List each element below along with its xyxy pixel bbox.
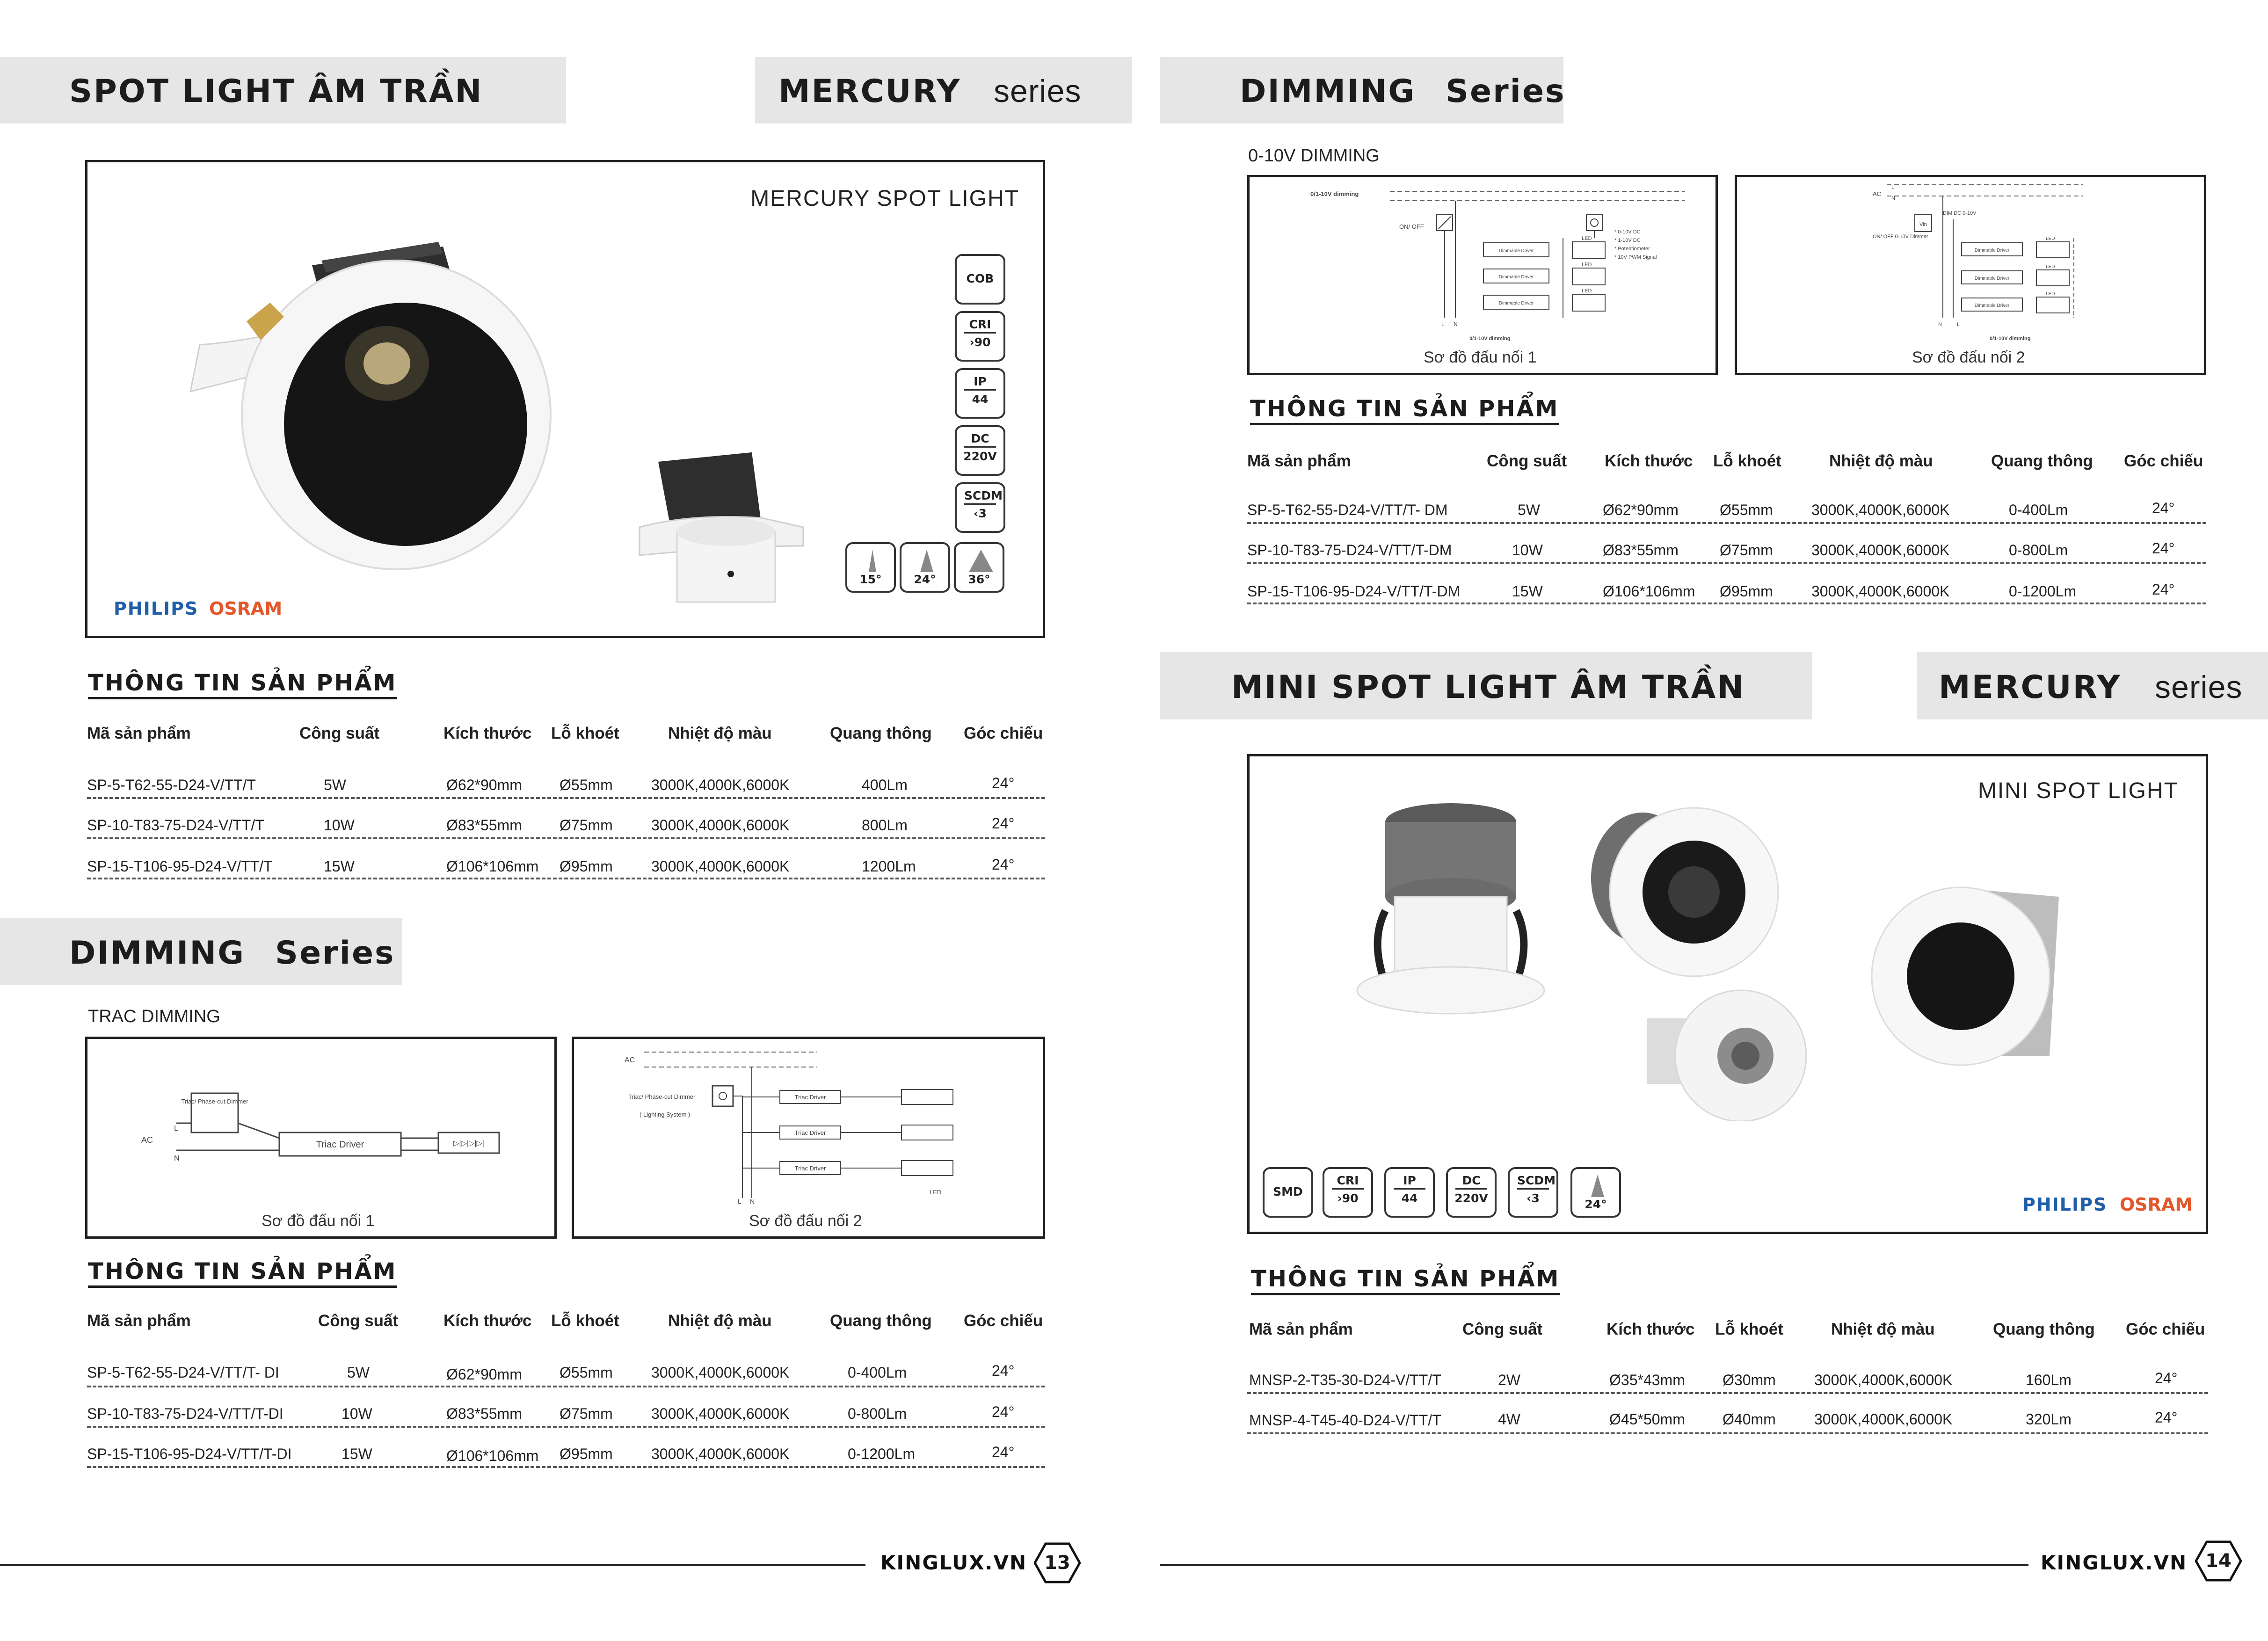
svg-text:L: L bbox=[174, 1125, 178, 1133]
svg-text:Triac/ Phase-cut Dimmer: Triac/ Phase-cut Dimmer bbox=[628, 1093, 696, 1100]
footer-rule bbox=[1160, 1564, 2028, 1566]
diagram-caption: Sơ đồ đấu nối 2 bbox=[1912, 349, 2025, 366]
col-header: Lỗ khoét bbox=[1713, 452, 1781, 470]
col-header: Mã sản phẩm bbox=[1247, 452, 1351, 470]
svg-text:Dimmable Driver: Dimmable Driver bbox=[1974, 276, 2010, 281]
table-cell: 0-1200Lm bbox=[2009, 583, 2077, 600]
beam-angle-24: 24° bbox=[1570, 1167, 1621, 1218]
svg-text:L: L bbox=[1957, 322, 1960, 327]
table-cell: 24° bbox=[2152, 581, 2175, 598]
svg-text:0/1-10V dimming: 0/1-10V dimming bbox=[1310, 190, 1359, 197]
table-cell: Ø55mm bbox=[560, 777, 613, 793]
svg-text:Dimmable Driver: Dimmable Driver bbox=[1974, 248, 2010, 253]
table-cell: Ø95mm bbox=[1720, 583, 1773, 600]
wiring-diagram-0-10v-2 bbox=[1735, 175, 2206, 375]
table-cell: 24° bbox=[2155, 1409, 2178, 1426]
svg-text:LED: LED bbox=[2046, 236, 2055, 241]
svg-text:Dimmable Driver: Dimmable Driver bbox=[1498, 275, 1534, 280]
col-header: Góc chiếu bbox=[2124, 452, 2203, 470]
table-cell: Ø106*106mm bbox=[1603, 583, 1695, 600]
svg-text:* Potentiometer: * Potentiometer bbox=[1614, 246, 1650, 252]
table-cell: 24° bbox=[992, 856, 1015, 873]
frame-title: MINI SPOT LIGHT bbox=[1977, 778, 2179, 803]
table-cell: 15W bbox=[342, 1445, 372, 1462]
table-cell: 24° bbox=[2155, 1370, 2178, 1387]
page-number: 13 bbox=[1034, 1542, 1081, 1584]
table-cell: 400Lm bbox=[862, 777, 908, 793]
row-divider bbox=[87, 1466, 1045, 1468]
table-cell: 5W bbox=[324, 777, 346, 793]
table-cell: 0-1200Lm bbox=[848, 1445, 916, 1462]
footer-website[interactable]: KINGLUX.VN bbox=[880, 1551, 1027, 1574]
table-cell: 24° bbox=[992, 1403, 1015, 1420]
row-divider bbox=[87, 1426, 1045, 1428]
svg-text:DIM DC 0-10V: DIM DC 0-10V bbox=[1943, 211, 1977, 216]
banner-dimming-right bbox=[1160, 57, 1566, 123]
table-cell: 4W bbox=[1498, 1411, 1520, 1428]
series-suffix: series bbox=[2155, 669, 2243, 705]
table-cell: 3000K,4000K,6000K bbox=[1811, 501, 1950, 518]
col-header: Công suất bbox=[1462, 1320, 1543, 1338]
table-cell: 320Lm bbox=[2026, 1411, 2072, 1428]
product-info-title: THÔNG TIN SẢN PHẨM bbox=[88, 1258, 397, 1288]
table-cell: 1200Lm bbox=[862, 858, 916, 875]
table-cell: Ø75mm bbox=[1720, 542, 1773, 559]
row-divider bbox=[87, 1386, 1045, 1387]
row-divider bbox=[1247, 603, 2206, 604]
svg-text:Vin: Vin bbox=[1919, 222, 1927, 227]
table-cell: 15W bbox=[1512, 583, 1543, 600]
table-cell: 15W bbox=[324, 858, 355, 875]
wiring-diagram-0-10v-1 bbox=[1247, 175, 1718, 375]
svg-text:L: L bbox=[1891, 184, 1895, 190]
table-cell: 10W bbox=[342, 1405, 372, 1422]
mini-spot-light-image bbox=[1343, 784, 2138, 1121]
col-header: Quang thông bbox=[1993, 1320, 2095, 1338]
col-header: Nhiệt độ màu bbox=[1829, 452, 1933, 470]
series-name: MERCURY bbox=[1939, 669, 2122, 706]
svg-text:N: N bbox=[1454, 321, 1458, 327]
svg-text:Triac Driver: Triac Driver bbox=[316, 1140, 364, 1150]
brand-philips: PHILIPS bbox=[2022, 1194, 2108, 1215]
table-cell: Ø40mm bbox=[1723, 1411, 1776, 1428]
page-number: 14 bbox=[2195, 1540, 2242, 1582]
table-cell: 3000K,4000K,6000K bbox=[651, 1405, 790, 1422]
col-header: Nhiệt độ màu bbox=[1831, 1320, 1935, 1338]
row-divider bbox=[1247, 1392, 2208, 1394]
dimming-series: Series bbox=[1446, 73, 1566, 110]
row-divider bbox=[87, 797, 1045, 799]
beam-angle-24: 24° bbox=[900, 542, 950, 593]
svg-text:Triac Driver: Triac Driver bbox=[794, 1129, 826, 1136]
svg-text:L: L bbox=[1441, 321, 1445, 327]
table-cell: SP-15-T106-95-D24-V/TT/T bbox=[87, 858, 273, 875]
svg-text:Dimmable Driver: Dimmable Driver bbox=[1498, 248, 1534, 254]
table-cell: 0-800Lm bbox=[848, 1405, 907, 1422]
mercury-spot-light-image bbox=[116, 190, 934, 611]
svg-text:Triac Driver: Triac Driver bbox=[794, 1165, 826, 1172]
table-cell: SP-10-T83-75-D24-V/TT/T bbox=[87, 817, 264, 834]
banner-spot-light bbox=[0, 57, 566, 123]
svg-text:* 10V PWM Signal: * 10V PWM Signal bbox=[1614, 254, 1657, 260]
badge-dc: DC 220V bbox=[955, 425, 1005, 476]
col-header: Góc chiếu bbox=[2126, 1320, 2205, 1338]
badge-cri: CRI ›90 bbox=[955, 311, 1005, 362]
table-cell: Ø45*50mm bbox=[1609, 1411, 1685, 1428]
table-cell: 5W bbox=[347, 1364, 370, 1381]
svg-text:Triac Driver: Triac Driver bbox=[794, 1094, 826, 1101]
table-cell: Ø106*106mm bbox=[446, 1447, 539, 1464]
beam-angle-15: 15° bbox=[845, 542, 896, 593]
table-cell: SP-15-T106-95-D24-V/TT/T-DI bbox=[87, 1445, 292, 1462]
svg-text:N: N bbox=[174, 1155, 180, 1162]
table-cell: 5W bbox=[1518, 501, 1540, 518]
svg-text:0/1-10V dimming: 0/1-10V dimming bbox=[1469, 336, 1511, 341]
table-cell: 0-400Lm bbox=[2009, 501, 2068, 518]
svg-text:LED: LED bbox=[2046, 264, 2055, 269]
table-cell: SP-10-T83-75-D24-V/TT/T-DM bbox=[1247, 542, 1452, 559]
diagram-caption: Sơ đồ đấu nối 1 bbox=[262, 1212, 375, 1230]
brand-osram: OSRAM bbox=[2120, 1194, 2193, 1215]
badge-scdm: SCDM ‹3 bbox=[1508, 1167, 1558, 1218]
table-cell: 24° bbox=[992, 775, 1015, 791]
banner-dimming bbox=[0, 918, 402, 985]
svg-text:AC: AC bbox=[625, 1056, 635, 1064]
badge-dc: DC 220V bbox=[1446, 1167, 1497, 1218]
table-cell: Ø95mm bbox=[560, 1445, 613, 1462]
svg-text:* 1-10V DC: * 1-10V DC bbox=[1614, 238, 1641, 243]
col-header: Công suất bbox=[1487, 452, 1567, 470]
table-cell: 10W bbox=[324, 817, 355, 834]
footer-rule bbox=[0, 1564, 865, 1566]
table-cell: 24° bbox=[992, 1362, 1015, 1379]
diagram-caption: Sơ đồ đấu nối 2 bbox=[749, 1212, 862, 1230]
table-cell: Ø62*90mm bbox=[446, 1366, 522, 1383]
col-header: Lỗ khoét bbox=[1715, 1320, 1783, 1338]
dimming-series: Series bbox=[275, 935, 395, 972]
footer-website[interactable]: KINGLUX.VN bbox=[2041, 1551, 2188, 1574]
table-cell: 3000K,4000K,6000K bbox=[1814, 1411, 1953, 1428]
table-cell: Ø55mm bbox=[1720, 501, 1773, 518]
col-header: Nhiệt độ màu bbox=[668, 1312, 772, 1330]
col-header: Nhiệt độ màu bbox=[668, 724, 772, 742]
table-cell: Ø35*43mm bbox=[1609, 1372, 1685, 1388]
badge-ip: IP 44 bbox=[955, 368, 1005, 419]
table-cell: Ø75mm bbox=[560, 1405, 613, 1422]
svg-text:▷|▷|▷|▷|: ▷|▷|▷|▷| bbox=[453, 1140, 484, 1147]
banner-mini-spot-light bbox=[1160, 652, 1812, 719]
wiring-diagram-1 bbox=[85, 1037, 557, 1239]
table-cell: Ø30mm bbox=[1723, 1372, 1776, 1388]
col-header: Mã sản phẩm bbox=[87, 724, 191, 742]
frame-title: MERCURY SPOT LIGHT bbox=[750, 186, 1019, 211]
svg-text:LED: LED bbox=[930, 1189, 942, 1196]
col-header: Mã sản phẩm bbox=[1249, 1320, 1353, 1338]
table-cell: Ø62*90mm bbox=[446, 777, 522, 793]
svg-text:N: N bbox=[1938, 322, 1942, 327]
product-info-title: THÔNG TIN SẢN PHẨM bbox=[1250, 396, 1559, 425]
badge-cri: CRI ›90 bbox=[1323, 1167, 1373, 1218]
diagram-caption: Sơ đồ đấu nối 1 bbox=[1424, 349, 1537, 366]
badge-cob: COB bbox=[955, 254, 1005, 305]
table-cell: 24° bbox=[992, 1444, 1015, 1460]
table-cell: MNSP-2-T35-30-D24-V/TT/T bbox=[1249, 1372, 1441, 1388]
table-cell: 10W bbox=[1512, 542, 1543, 559]
svg-text:LED: LED bbox=[2046, 291, 2055, 297]
svg-text:ON/ OFF 0-10V Dimmer: ON/ OFF 0-10V Dimmer bbox=[1873, 234, 1928, 240]
table-cell: SP-15-T106-95-D24-V/TT/T-DM bbox=[1247, 583, 1461, 600]
col-header: Góc chiếu bbox=[964, 1312, 1043, 1330]
table-cell: 24° bbox=[992, 815, 1015, 832]
table-cell: SP-5-T62-55-D24-V/TT/T- DI bbox=[87, 1364, 279, 1381]
table-cell: 24° bbox=[2152, 500, 2175, 516]
svg-text:Dimmable Driver: Dimmable Driver bbox=[1974, 303, 2010, 308]
table-cell: Ø83*55mm bbox=[446, 817, 522, 834]
table-cell: SP-5-T62-55-D24-V/TT/T bbox=[87, 777, 256, 793]
col-header: Lỗ khoét bbox=[551, 1312, 619, 1330]
col-header: Quang thông bbox=[1991, 452, 2093, 470]
trac-dimming-label: TRAC DIMMING bbox=[88, 1007, 220, 1026]
svg-text:Dimmable Driver: Dimmable Driver bbox=[1498, 301, 1534, 306]
col-header: Quang thông bbox=[830, 1312, 932, 1330]
col-header: Góc chiếu bbox=[964, 724, 1043, 742]
dimming-0-10v-label: 0-10V DIMMING bbox=[1248, 146, 1380, 166]
banner-title: MINI SPOT LIGHT ÂM TRẦN bbox=[1231, 669, 1745, 706]
series-suffix: series bbox=[994, 73, 1082, 109]
svg-text:AC: AC bbox=[141, 1135, 153, 1145]
row-divider bbox=[1247, 522, 2206, 524]
dimming-title: DIMMING bbox=[1240, 73, 1416, 110]
table-cell: MNSP-4-T45-40-D24-V/TT/T bbox=[1249, 1412, 1441, 1429]
table-cell: 0-800Lm bbox=[2009, 542, 2068, 559]
col-header: Kích thước bbox=[443, 724, 532, 742]
svg-text:LED: LED bbox=[1582, 262, 1592, 268]
col-header: Kích thước bbox=[1606, 1320, 1695, 1338]
row-divider bbox=[1247, 562, 2206, 564]
svg-text:0/1-10V dimming: 0/1-10V dimming bbox=[1990, 336, 2031, 341]
row-divider bbox=[87, 837, 1045, 839]
table-cell: Ø83*55mm bbox=[446, 1405, 522, 1422]
table-cell: 160Lm bbox=[2026, 1372, 2072, 1388]
col-header: Lỗ khoét bbox=[551, 724, 619, 742]
svg-text:Triac/ Phase-cut Dimmer: Triac/ Phase-cut Dimmer bbox=[181, 1098, 248, 1105]
dimming-title: DIMMING bbox=[69, 935, 246, 972]
table-cell: 2W bbox=[1498, 1372, 1520, 1388]
brand-osram: OSRAM bbox=[209, 598, 283, 619]
table-cell: Ø62*90mm bbox=[1603, 501, 1679, 518]
col-header: Công suất bbox=[318, 1312, 399, 1330]
brand-philips: PHILIPS bbox=[114, 598, 199, 619]
svg-text:LED: LED bbox=[1582, 288, 1592, 294]
product-info-title: THÔNG TIN SẢN PHẨM bbox=[1251, 1266, 1560, 1295]
badge-ip: IP 44 bbox=[1384, 1167, 1435, 1218]
table-cell: 3000K,4000K,6000K bbox=[651, 1364, 790, 1381]
table-cell: 24° bbox=[2152, 540, 2175, 557]
table-cell: 3000K,4000K,6000K bbox=[651, 1445, 790, 1462]
table-cell: 3000K,4000K,6000K bbox=[1814, 1372, 1953, 1388]
table-cell: 3000K,4000K,6000K bbox=[651, 817, 790, 834]
svg-text:( Lighting System ): ( Lighting System ) bbox=[640, 1111, 691, 1118]
badge-smd: SMD bbox=[1263, 1167, 1313, 1218]
svg-text:AC: AC bbox=[1873, 190, 1882, 197]
banner-mercury-series bbox=[755, 57, 1132, 123]
table-cell: 3000K,4000K,6000K bbox=[1811, 542, 1950, 559]
svg-text:N: N bbox=[1891, 196, 1895, 201]
banner-mini-mercury-series bbox=[1917, 652, 2268, 719]
table-cell: Ø75mm bbox=[560, 817, 613, 834]
series-name: MERCURY bbox=[778, 73, 961, 110]
col-header: Công suất bbox=[299, 724, 380, 742]
col-header: Kích thước bbox=[443, 1312, 532, 1330]
svg-text:ON/ OFF: ON/ OFF bbox=[1399, 223, 1424, 230]
col-header: Kích thước bbox=[1605, 452, 1693, 470]
wiring-diagram-2 bbox=[572, 1037, 1045, 1239]
table-cell: 3000K,4000K,6000K bbox=[1811, 583, 1950, 600]
product-frame-mini bbox=[1247, 754, 2208, 1234]
col-header: Mã sản phẩm bbox=[87, 1312, 191, 1330]
svg-text:LED: LED bbox=[1582, 236, 1592, 241]
table-cell: 0-400Lm bbox=[848, 1364, 907, 1381]
badge-scdm: SCDM ‹3 bbox=[955, 482, 1005, 533]
svg-text:L: L bbox=[738, 1198, 741, 1205]
product-info-title: THÔNG TIN SẢN PHẨM bbox=[88, 670, 397, 699]
col-header: Quang thông bbox=[830, 724, 932, 742]
table-cell: SP-10-T83-75-D24-V/TT/T-DI bbox=[87, 1405, 284, 1422]
product-frame-mercury bbox=[85, 160, 1045, 638]
row-divider bbox=[87, 878, 1045, 879]
banner-title: SPOT LIGHT ÂM TRẦN bbox=[69, 73, 483, 110]
table-cell: 3000K,4000K,6000K bbox=[651, 858, 790, 875]
table-cell: SP-5-T62-55-D24-V/TT/T- DM bbox=[1247, 501, 1448, 518]
table-cell: Ø106*106mm bbox=[446, 858, 539, 875]
table-cell: Ø55mm bbox=[560, 1364, 613, 1381]
svg-text:N: N bbox=[750, 1198, 755, 1205]
table-cell: Ø83*55mm bbox=[1603, 542, 1679, 559]
svg-text:* 0-10V DC: * 0-10V DC bbox=[1614, 229, 1641, 235]
row-divider bbox=[1247, 1432, 2208, 1434]
table-cell: 3000K,4000K,6000K bbox=[651, 777, 790, 793]
table-cell: 800Lm bbox=[862, 817, 908, 834]
table-cell: Ø95mm bbox=[560, 858, 613, 875]
beam-angle-36: 36° bbox=[954, 542, 1004, 593]
